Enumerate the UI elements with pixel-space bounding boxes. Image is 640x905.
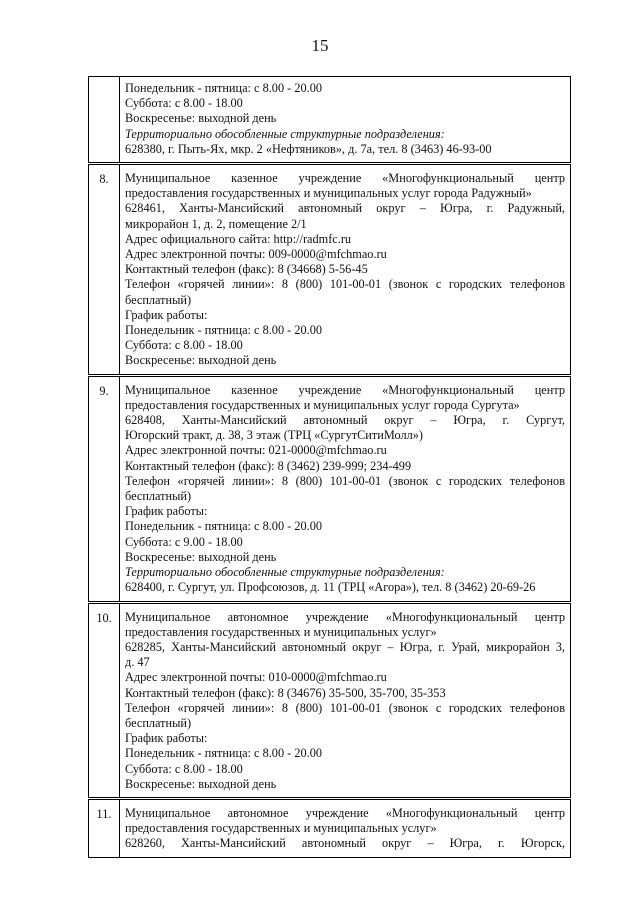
institution-name-line: предоставления государственных и муниципальных услуг города Радужный» xyxy=(125,186,532,201)
website-line: Адрес официального сайта: http://radmfc.ru xyxy=(125,231,352,246)
institution-name-line: предоставления государственных и муниципальных услуг города Сургута» xyxy=(125,397,520,412)
subdivisions-heading: Территориально обособленные структурные подразделения: xyxy=(125,565,445,580)
hotline-line: Телефон «горячей линии»: 8 (800) 101-00-01 (звонок с городских телефонов xyxy=(125,700,565,715)
address-line: 628260, Ханты-Мансийский автономный округ – Югра, г. Югорск, xyxy=(125,836,565,851)
row-number-cell: 8. xyxy=(89,164,120,376)
schedule-heading: График работы: xyxy=(125,307,208,322)
schedule-weekdays: Понедельник - пятница: с 8.00 - 20.00 xyxy=(125,81,323,95)
schedule-sunday: Воскресенье: выходной день xyxy=(125,111,277,126)
schedule-weekdays: Понедельник - пятница: с 8.00 - 20.00 xyxy=(125,323,323,338)
email-line: Адрес электронной почты: 009-0000@mfchmao.ru xyxy=(125,247,387,262)
hotline-line: бесплатный) xyxy=(125,489,192,504)
table-row-9 xyxy=(89,375,571,602)
schedule-sunday: Воскресенье: выходной день xyxy=(125,776,277,791)
hotline-line: бесплатный) xyxy=(125,292,192,307)
page-number: 15 xyxy=(311,36,329,55)
schedule-weekdays: Понедельник - пятница: с 8.00 - 20.00 xyxy=(125,519,323,534)
schedule-heading: График работы: xyxy=(125,731,208,746)
email-line: Адрес электронной почты: 021-0000@mfchmao.ru xyxy=(125,443,387,458)
row-number-cell xyxy=(89,77,120,164)
row-content-cell xyxy=(120,798,571,857)
row-content-cell xyxy=(120,375,571,602)
schedule-weekdays: Понедельник - пятница: с 8.00 - 20.00 xyxy=(125,746,323,761)
table-row-8 xyxy=(89,164,571,376)
subdivision-address: 628380, г. Пыть-Ях, мкр. 2 «Нефтяников», д. 7а, тел. 8 (3463) 46-93-00 xyxy=(125,141,492,156)
email-line: Адрес электронной почты: 010-0000@mfchmao.ru xyxy=(125,670,387,685)
hotline-line: Телефон «горячей линии»: 8 (800) 101-00-01 (звонок с городских телефонов xyxy=(125,277,565,292)
row-content-cell xyxy=(120,77,571,164)
table-row-continuation xyxy=(89,77,571,164)
institution-name-line: предоставления государственных и муниципальных услуг» xyxy=(125,821,437,836)
row-content-cell xyxy=(120,602,571,798)
row-number-cell: 9. xyxy=(89,375,120,602)
table-row-11 xyxy=(89,798,571,857)
schedule-saturday: Суббота: с 8.00 - 18.00 xyxy=(125,338,243,353)
schedule-sunday: Воскресенье: выходной день xyxy=(125,353,277,368)
institution-name-line: предоставления государственных и муниципальных услуг» xyxy=(125,624,437,639)
subdivisions-heading: Территориально обособленные структурные подразделения: xyxy=(125,126,445,141)
hotline-line: бесплатный) xyxy=(125,715,192,730)
mfc-table xyxy=(88,76,571,858)
row-content-cell xyxy=(120,164,571,376)
institution-name-line: Муниципальное казенное учреждение «Многофункциональный центр xyxy=(125,382,565,397)
address-line: 628461, Ханты-Мансийский автономный округ – Югра, г. Радужный, xyxy=(125,201,565,216)
table-row-10 xyxy=(89,602,571,798)
schedule-heading: График работы: xyxy=(125,504,208,519)
address-line: микрорайон 1, д. 2, помещение 2/1 xyxy=(125,216,307,231)
address-line: д. 47 xyxy=(125,655,150,670)
subdivision-address: 628400, г. Сургут, ул. Профсоюзов, д. 11 (ТРЦ «Агора»), тел. 8 (3462) 20-69-26 xyxy=(125,580,536,595)
schedule-saturday: Суббота: с 8.00 - 18.00 xyxy=(125,96,243,111)
address-line: Югорский тракт, д. 38, 3 этаж (ТРЦ «СургутСитиМолл») xyxy=(125,428,423,443)
phone-line: Контактный телефон (факс): 8 (34676) 35-500, 35-700, 35-353 xyxy=(125,685,446,700)
row-number-cell: 10. xyxy=(89,602,120,798)
institution-name-line: Муниципальное автономное учреждение «Многофункциональный центр xyxy=(125,805,565,820)
schedule-saturday: Суббота: с 8.00 - 18.00 xyxy=(125,761,243,776)
institution-name-line: Муниципальное казенное учреждение «Многофункциональный центр xyxy=(125,171,565,186)
row-number-cell: 11. xyxy=(89,798,120,857)
hotline-line: Телефон «горячей линии»: 8 (800) 101-00-01 (звонок с городских телефонов xyxy=(125,473,565,488)
address-line: 628408, Ханты-Мансийский автономный округ – Югра, г. Сургут, xyxy=(125,413,565,428)
phone-line: Контактный телефон (факс): 8 (3462) 239-999; 234-499 xyxy=(125,458,412,473)
institution-name-line: Муниципальное автономное учреждение «Многофункциональный центр xyxy=(125,609,565,624)
address-line: 628285, Ханты-Мансийский автономный округ – Югра, г. Урай, микрорайон 3, xyxy=(125,639,565,654)
schedule-saturday: Суббота: с 9.00 - 18.00 xyxy=(125,534,243,549)
phone-line: Контактный телефон (факс): 8 (34668) 5-56-45 xyxy=(125,262,368,277)
schedule-sunday: Воскресенье: выходной день xyxy=(125,549,277,564)
